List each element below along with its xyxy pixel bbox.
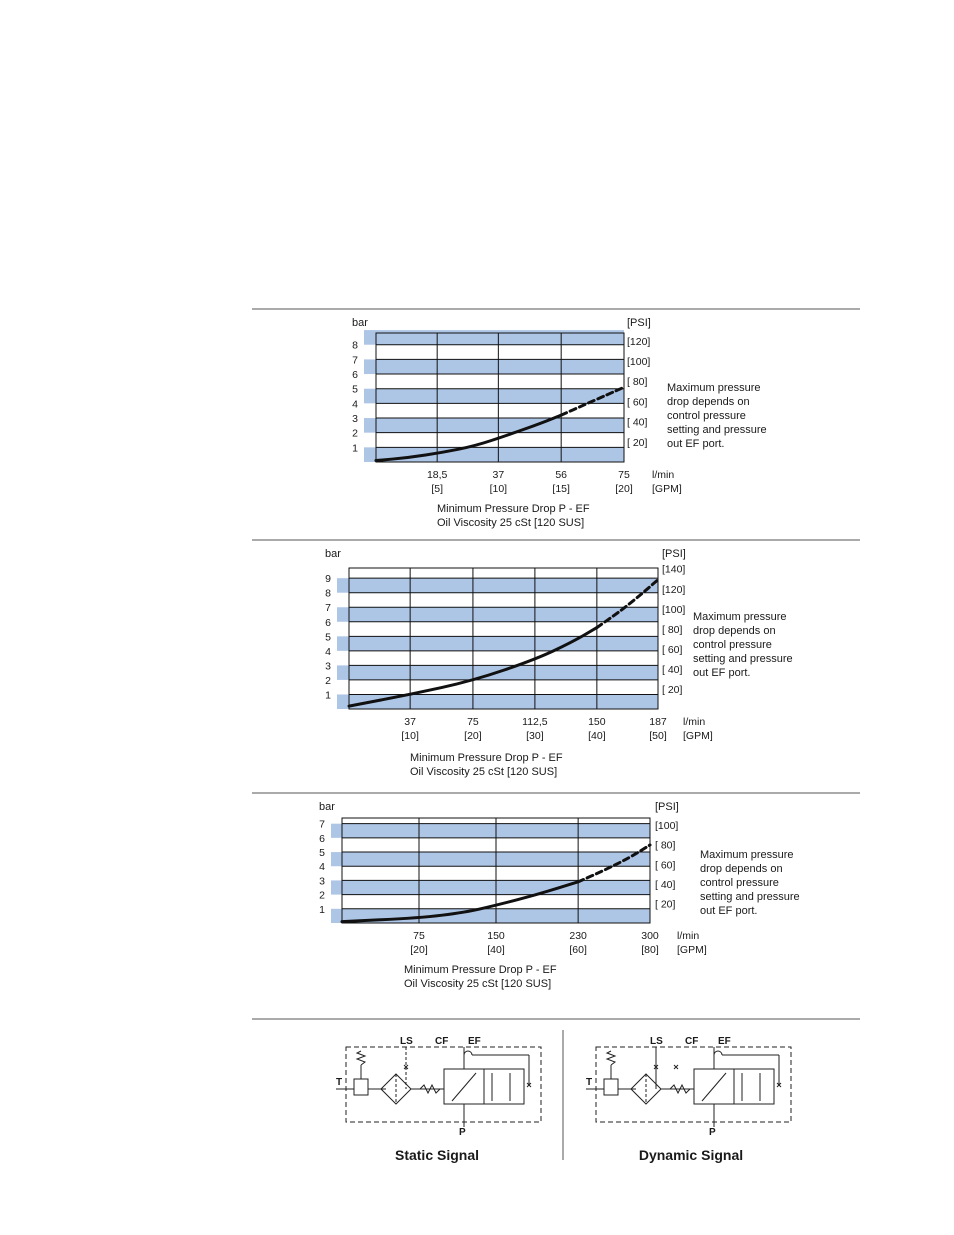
y-tick-label-psi: [100]	[655, 820, 679, 833]
x-tick-label-lmin: 18,5	[426, 469, 448, 481]
x-tick-label-gpm: [20]	[615, 483, 633, 495]
x-tick-label-lmin: 75	[618, 469, 630, 481]
x-tick-label-gpm: [5]	[431, 483, 444, 495]
y-tick-label-bar: 2	[319, 889, 325, 902]
chart-caption-line: Oil Viscosity 25 cSt [120 SUS]	[404, 978, 552, 990]
grid-band	[337, 694, 658, 709]
x-tick-label-lmin: 37	[404, 716, 416, 728]
grid-band	[364, 418, 624, 433]
x-tick-label-lmin: 187	[649, 716, 667, 728]
x-tick-label-lmin: 75	[413, 930, 425, 942]
x-tick-label-gpm: [80]	[641, 944, 659, 956]
grid-band	[337, 578, 658, 593]
y-tick-label-bar: 3	[352, 413, 358, 426]
y-tick-label-psi: [140]	[662, 563, 686, 576]
grid-band	[364, 447, 624, 462]
y-tick-label-psi: [ 60]	[627, 396, 648, 409]
y-tick-label-psi: [100]	[627, 355, 651, 368]
y-tick-label-bar: 9	[325, 573, 331, 586]
chart-note-line: control pressure	[700, 877, 779, 889]
y-tick-label-bar: 6	[352, 369, 358, 382]
x-tick-label-lmin: 150	[487, 930, 505, 942]
x-tick-label-gpm: [50]	[649, 730, 667, 742]
y-tick-label-bar: 2	[325, 674, 331, 687]
hydraulic-schematic-dynamic	[586, 1036, 791, 1163]
port-t-label: T	[336, 1077, 343, 1088]
x-axis-unit-gpm: [GPM]	[652, 483, 682, 495]
x-axis-unit-gpm: [GPM]	[677, 944, 707, 956]
grid-band	[331, 824, 650, 838]
hydraulic-schematic-static	[336, 1036, 541, 1163]
chart-note-line: setting and pressure	[700, 891, 800, 903]
chart-caption-line: Minimum Pressure Drop P - EF	[404, 964, 557, 976]
chart-note-line: Maximum pressure	[667, 382, 761, 394]
y-tick-label-bar: 8	[325, 587, 331, 600]
y-tick-label-psi: [120]	[627, 335, 651, 348]
chart-note-line: control pressure	[667, 410, 746, 422]
port-cf-label: CF	[685, 1036, 699, 1047]
y-tick-label-psi: [ 40]	[655, 878, 676, 891]
grid-band	[364, 330, 624, 345]
y-axis-title-bar: bar	[325, 548, 341, 560]
port-ef-label: EF	[468, 1036, 481, 1047]
y-tick-label-psi: [ 40]	[627, 416, 648, 429]
y-tick-label-bar: 6	[325, 616, 331, 629]
chart-caption-line: Oil Viscosity 25 cSt [120 SUS]	[437, 517, 585, 529]
chart-note-line: out EF port.	[693, 667, 751, 679]
x-tick-label-gpm: [20]	[464, 730, 482, 742]
x-tick-label-gpm: [20]	[410, 944, 428, 956]
y-tick-label-bar: 4	[325, 645, 331, 658]
chart-note-line: control pressure	[693, 639, 772, 651]
y-tick-label-bar: 5	[325, 631, 331, 644]
port-ls-label: LS	[650, 1036, 663, 1047]
x-tick-label-lmin: 230	[569, 930, 587, 942]
x-tick-label-gpm: [30]	[526, 730, 544, 742]
y-tick-label-bar: 1	[319, 903, 325, 916]
y-tick-label-bar: 3	[319, 875, 325, 888]
y-axis-title-bar: bar	[352, 317, 368, 329]
schematic-static-label: Static Signal	[394, 1147, 480, 1163]
y-tick-label-bar: 2	[352, 427, 358, 440]
chart-caption-line: Minimum Pressure Drop P - EF	[410, 752, 563, 764]
y-tick-label-psi: [ 20]	[662, 683, 683, 696]
y-axis-title-psi: [PSI]	[662, 548, 686, 560]
y-tick-label-bar: 5	[319, 847, 325, 860]
port-t-label: T	[586, 1077, 593, 1088]
x-tick-label-lmin: 300	[641, 930, 659, 942]
chart-note-line: Maximum pressure	[693, 611, 787, 623]
port-ls-label: LS	[400, 1036, 413, 1047]
chart-note-line: out EF port.	[667, 438, 725, 450]
x-axis-unit-lmin: l/min	[677, 930, 700, 942]
port-p-label: P	[709, 1127, 716, 1138]
chart-caption-line: Minimum Pressure Drop P - EF	[437, 503, 590, 515]
x-tick-label-lmin: 37	[492, 469, 505, 481]
y-tick-label-bar: 1	[352, 442, 358, 455]
chart-note-line: setting and pressure	[667, 424, 767, 436]
y-tick-label-bar: 4	[319, 861, 325, 874]
y-tick-label-psi: [120]	[662, 583, 686, 596]
y-tick-label-psi: [ 80]	[662, 623, 683, 636]
y-tick-label-bar: 3	[325, 660, 331, 673]
port-ef-label: EF	[718, 1036, 731, 1047]
grid-band	[364, 389, 624, 404]
y-tick-label-psi: [ 60]	[655, 859, 676, 872]
y-tick-label-bar: 7	[352, 354, 358, 367]
chart-note-line: drop depends on	[667, 396, 750, 408]
x-tick-label-gpm: [40]	[588, 730, 606, 742]
pressure-drop-chart-3	[319, 801, 800, 990]
x-tick-label-lmin: 150	[588, 716, 606, 728]
y-tick-label-bar: 7	[319, 818, 325, 831]
x-tick-label-lmin: 112,5	[522, 716, 548, 728]
grid-band	[331, 852, 650, 866]
y-tick-label-psi: [ 40]	[662, 663, 683, 676]
x-axis-unit-gpm: [GPM]	[683, 730, 713, 742]
y-tick-label-bar: 4	[352, 398, 358, 411]
chart-note-line: drop depends on	[700, 863, 783, 875]
chart-note-line: Maximum pressure	[700, 849, 794, 861]
y-axis-title-psi: [PSI]	[655, 801, 679, 813]
port-p-label: P	[459, 1127, 466, 1138]
y-tick-label-psi: [ 80]	[627, 376, 648, 389]
y-tick-label-bar: 5	[352, 383, 358, 396]
y-tick-label-bar: 8	[352, 339, 358, 352]
chart-note-line: setting and pressure	[693, 653, 793, 665]
y-axis-title-bar: bar	[319, 801, 335, 813]
x-tick-label-gpm: [10]	[401, 730, 419, 742]
y-tick-label-psi: [ 80]	[655, 839, 676, 852]
port-cf-label: CF	[435, 1036, 449, 1047]
y-tick-label-bar: 7	[325, 602, 331, 615]
y-axis-title-psi: [PSI]	[627, 317, 651, 329]
x-axis-unit-lmin: l/min	[652, 469, 675, 481]
x-tick-label-lmin: 75	[467, 716, 479, 728]
x-axis-unit-lmin: l/min	[683, 716, 706, 728]
y-tick-label-psi: [ 60]	[662, 643, 683, 656]
valve-body-right	[484, 1069, 524, 1104]
x-tick-label-lmin: 56	[555, 469, 568, 481]
pressure-drop-chart-2	[325, 548, 793, 778]
x-tick-label-gpm: [10]	[489, 483, 508, 495]
x-tick-label-gpm: [40]	[487, 944, 505, 956]
chart-caption-line: Oil Viscosity 25 cSt [120 SUS]	[410, 766, 558, 778]
y-tick-label-psi: [ 20]	[627, 436, 648, 449]
grid-band	[331, 880, 650, 894]
x-tick-label-gpm: [60]	[569, 944, 587, 956]
grid-band	[337, 636, 658, 651]
valve-body-right	[734, 1069, 774, 1104]
grid-band	[364, 359, 624, 374]
y-tick-label-bar: 6	[319, 832, 325, 845]
y-tick-label-psi: [100]	[662, 603, 686, 616]
y-tick-label-bar: 1	[325, 689, 331, 702]
chart-note-line: drop depends on	[693, 625, 776, 637]
chart-note-line: out EF port.	[700, 905, 758, 917]
pressure-drop-chart-1	[352, 317, 767, 529]
schematic-dynamic-label: Dynamic Signal	[638, 1147, 744, 1163]
y-tick-label-psi: [ 20]	[655, 898, 676, 911]
x-tick-label-gpm: [15]	[552, 483, 570, 495]
